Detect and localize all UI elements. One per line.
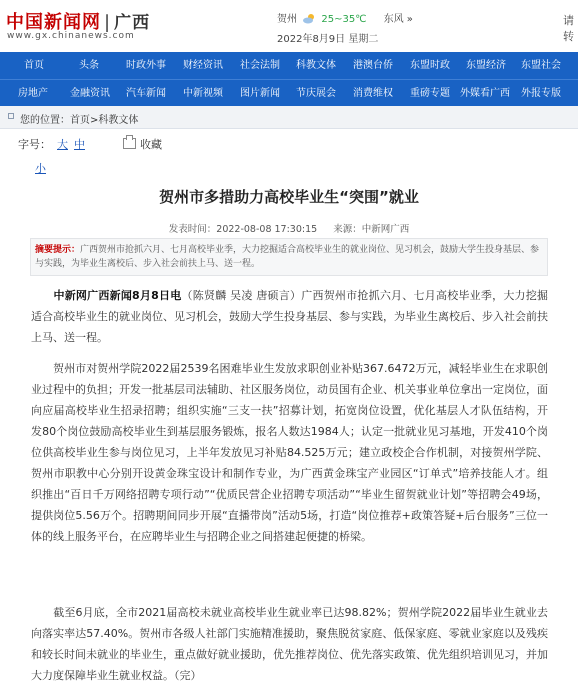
nav-item[interactable]: 房地产 — [18, 88, 48, 99]
nav-item[interactable]: 图片新闻 — [240, 88, 280, 99]
weather-city: 贺州 — [277, 14, 297, 25]
article-paragraph — [31, 358, 548, 547]
cloudy-sun-icon — [302, 13, 316, 27]
weather-wind[interactable]: 东风 » — [383, 14, 413, 25]
site-domain: www.gx.chinanews.com — [7, 31, 135, 41]
current-date: 2022年8月9日 星期二 — [277, 34, 379, 45]
nav-item[interactable]: 东盟社会 — [521, 60, 561, 71]
article-title: 贺州市多措助力高校毕业生“突围”就业 — [159, 188, 419, 206]
publish-time: 发表时间：2022-08-08 17:30:15 — [168, 224, 318, 235]
logo-region: 广西 — [114, 13, 151, 33]
nav-row-1 — [0, 52, 578, 79]
nav-item[interactable]: 节庆展会 — [296, 88, 336, 99]
paragraph-text: 贺州市对贺州学院2022届2539名困难毕业生发放求职创业补贴367.6472万元，减轻毕业生在求职创业过程中的负担；开发一批基层司法辅助、社区服务岗位，动员国有企业、机关事业单位拿出一定岗位，面向应届高校毕业生招录招聘；组织实施“三支一扶”招募计划，拓宽岗位设置，优化基层人才队伍结构，开发80个岗位鼓励高校毕业生到基层服务锻炼，报名人数达1984人；认定一批就业见习基地，开发410个岗位供高校毕业生参与岗位见习，上半年发放见习补贴84.525万元；建立政校企合作机制，对接贺州学院、贺州市职教中心分别开设黄金珠宝设计和制作专业，为广西黄金珠宝产业园区“订单式”培养技能人才。组织推出“百日千万网络招聘专项行动”“优质民营企业招聘专项活动”“毕业生留贺就业计划”等招聘会49场，提供岗位5.56万个。招聘期间同步开展“直播带岗”活动5场，打造“岗位推荐+政策答疑+后台服务”三位一体的线上服务平台，在应聘毕业生与招聘企业之间搭建起便捷的桥梁。 — [31, 362, 548, 543]
summary-label: 摘要提示： — [35, 245, 81, 255]
nav-item[interactable]: 重磅专题 — [410, 88, 450, 99]
nav-item[interactable]: 科教文体 — [296, 60, 336, 71]
print-icon — [123, 138, 136, 149]
nav-item[interactable]: 中新视频 — [183, 88, 223, 99]
paragraph-text: （陈贤麟 吴凌 唐硕言）广西贺州市抢抓六月、七月高校毕业季，大力挖掘适合高校毕业生的就业岗位、见习机会，鼓励大学生投身基层、参与实践，为毕业生离校后、步入社会前扶上马、送一程。 — [31, 289, 549, 344]
nav-item[interactable]: 港澳台侨 — [353, 60, 393, 71]
breadcrumb-bullet-icon — [8, 113, 14, 119]
nav-item[interactable]: 外报专版 — [521, 88, 561, 99]
article-tools — [18, 136, 162, 152]
logo-text: 中国新闻网 — [6, 12, 101, 33]
breadcrumb — [0, 106, 578, 129]
article-summary — [30, 238, 548, 276]
nav-item[interactable]: 首页 — [24, 60, 44, 71]
article-paragraph — [31, 285, 548, 348]
nav-item[interactable]: 社会法制 — [240, 60, 280, 71]
nav-item[interactable]: 头条 — [79, 60, 99, 71]
nav-item[interactable]: 东盟经济 — [466, 60, 506, 71]
favorite-button[interactable] — [123, 136, 162, 152]
nav-row-2 — [0, 79, 578, 107]
font-size-medium[interactable]: 中 — [74, 138, 85, 151]
favorite-label: 收藏 — [140, 138, 162, 151]
article-paragraph — [31, 602, 548, 686]
breadcrumb-text[interactable]: 您的位置：首页>科教文体 — [20, 115, 139, 126]
article-source: 来源：中新网广西 — [333, 224, 410, 235]
font-size-small[interactable]: 小 — [35, 162, 46, 175]
font-size-large[interactable]: 大 — [57, 138, 68, 151]
header-link[interactable]: 请转 — [563, 14, 574, 43]
nav-item[interactable]: 金融资讯 — [70, 88, 110, 99]
dateline: 中新网广西新闻8月8日电 — [53, 289, 182, 302]
site-header — [0, 0, 578, 52]
article-meta — [0, 221, 578, 235]
nav-item[interactable]: 东盟时政 — [410, 60, 450, 71]
summary-text: 广西贺州市抢抓六月、七月高校毕业季，大力挖掘适合高校毕业生的就业岗位、见习机会，鼓励大学生投身基层、参与实践，为毕业生离校后、步入社会前扶上马、送一程。 — [35, 245, 540, 269]
site-logo[interactable]: 中国新闻网 | 广西 — [6, 12, 151, 33]
font-size-label: 字号： — [18, 138, 51, 151]
main-nav — [0, 52, 578, 106]
nav-item[interactable]: 汽车新闻 — [126, 88, 166, 99]
weather-temp: 25~35℃ — [321, 14, 367, 25]
paragraph-text: 截至6月底，全市2021届高校未就业高校毕业生就业率已达98.82%；贺州学院2022届毕业生就业去向落实率达57.40%。贺州市各级人社部门实施精准援助，聚焦脱贫家庭、低保家庭、零就业家庭以及残疾和较长时间未就业的毕业生，重点做好就业援助，优先推荐岗位、优先落实政策、优先组织培训见习，并加大力度保障毕业生就业权益。（完） — [31, 606, 548, 682]
nav-item[interactable]: 时政外事 — [126, 60, 166, 71]
nav-item[interactable]: 消费维权 — [353, 88, 393, 99]
weather-widget — [277, 10, 413, 27]
nav-item[interactable]: 财经资讯 — [183, 60, 223, 71]
nav-item[interactable]: 外媒看广西 — [460, 88, 510, 99]
